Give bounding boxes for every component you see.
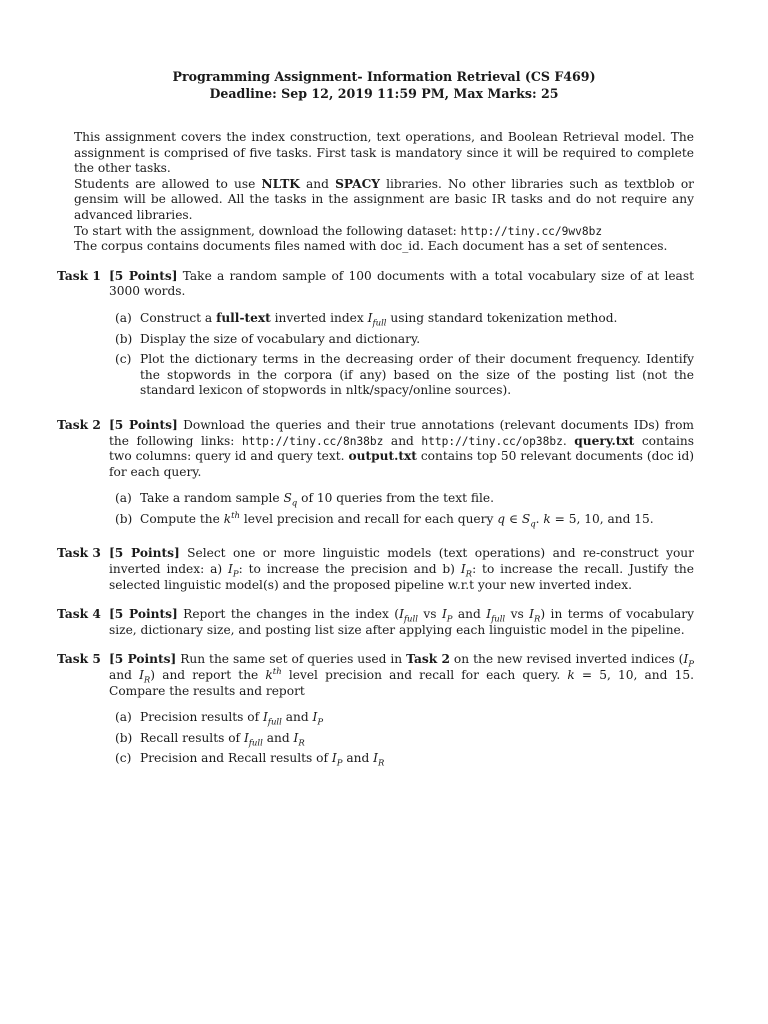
math-subscript: P <box>336 758 343 769</box>
math-superscript: th <box>272 666 282 677</box>
task-text: : to increase the precision and b) <box>238 562 461 577</box>
text: Precision results of <box>140 710 263 725</box>
subtask-marker: (b) <box>115 730 133 745</box>
text: . <box>535 511 544 526</box>
intro-section <box>74 130 694 255</box>
subtask-text <box>140 710 694 726</box>
task-description <box>109 652 694 699</box>
output-file-name: output.txt <box>348 449 417 464</box>
text: Compute the <box>140 511 224 526</box>
queries-link[interactable]: http://tiny.cc/8n38bz <box>241 434 384 448</box>
text: and <box>281 710 313 725</box>
header <box>74 68 694 102</box>
math-I-full <box>486 607 506 625</box>
math-I-R <box>373 751 385 769</box>
math-subscript: P <box>232 569 239 580</box>
math-symbol: k <box>223 511 232 526</box>
subtask-marker: (a) <box>115 491 132 506</box>
math-symbol: I <box>373 751 378 766</box>
math-subscript: full <box>248 738 263 749</box>
task-text: ) and report the <box>150 668 266 683</box>
task-text: Report the changes in the index ( <box>177 607 400 622</box>
task-description <box>109 607 694 638</box>
math-subscript: R <box>377 758 385 769</box>
math-k: k <box>543 511 551 526</box>
intro-paragraph-3 <box>74 224 694 240</box>
intro-text: Students are allowed to use <box>74 176 262 191</box>
math-I-full <box>262 710 282 728</box>
task-2-reference: Task 2 <box>406 652 450 667</box>
task-points: [5 Points] <box>109 607 178 622</box>
subtask-item <box>115 512 694 528</box>
math-S-q <box>283 491 298 509</box>
task-description <box>109 418 694 480</box>
annotations-link[interactable]: http://tiny.cc/op38bz <box>421 434 563 448</box>
math-symbol: I <box>399 607 404 622</box>
math-symbol: q <box>497 511 506 526</box>
task-points: [5 Points] <box>109 652 177 667</box>
task-5 <box>57 652 694 772</box>
math-k-th <box>265 668 281 682</box>
math-subscript: R <box>298 738 305 749</box>
math-subscript: full <box>491 614 506 625</box>
full-text-term: full-text <box>216 310 271 325</box>
task-text: and <box>383 433 422 448</box>
math-k: k <box>567 668 575 683</box>
math-symbol: I <box>139 668 144 683</box>
math-symbol: I <box>312 710 318 725</box>
task-text: Download the queries and their true annotations (relevant documents IDs) from the following links: <box>109 417 694 448</box>
subtask-list <box>109 491 694 530</box>
task-text: : to increase the recall. Justify the selected linguistic model(s) and the proposed pipeline w.r.t your new inverted index. <box>109 562 694 592</box>
subtask-text <box>140 751 694 767</box>
task-text: and <box>452 607 487 622</box>
math-symbol: I <box>228 562 233 577</box>
intro-paragraph-1: This assignment covers the index construction, text operations, and Boolean Retrieval model. The assignment is comprised of five tasks. First task is mandatory since it will be required to complete the other tasks. <box>74 130 694 176</box>
text: inverted index <box>270 310 368 325</box>
intro-text: To start with the assignment, download the following dataset: <box>74 223 461 238</box>
nltk-label: NLTK <box>261 176 300 191</box>
task-label: Task 4 <box>57 607 101 622</box>
task-body <box>109 607 694 638</box>
subtask-marker: (c) <box>115 352 132 367</box>
subtask-list <box>109 311 694 399</box>
math-I-R <box>139 668 151 686</box>
math-symbol: I <box>460 562 466 577</box>
math-symbol: I <box>262 710 268 725</box>
math-I-full <box>243 730 263 749</box>
math-symbol: I <box>683 652 689 667</box>
task-body <box>109 546 694 593</box>
task-label: Task 1 <box>57 268 101 283</box>
task-text: . <box>562 433 575 448</box>
math-subscript: full <box>372 318 387 329</box>
math-symbol: k <box>265 668 273 683</box>
task-body <box>109 652 694 772</box>
math-I-P <box>331 751 343 769</box>
text: level precision and recall for each query <box>239 511 498 526</box>
intro-text: libraries. No other libraries such as textblob or gensim will be allowed. All the tasks in the assignment are basic IR tasks and do not require any advanced libraries. <box>74 176 695 222</box>
task-text: and <box>109 668 140 683</box>
subtask-marker: (b) <box>115 331 133 346</box>
math-symbol: S <box>521 511 531 526</box>
subtask-item <box>115 491 694 507</box>
subtask-item <box>115 332 694 348</box>
subtask-list <box>109 710 694 767</box>
subtask-text <box>140 311 694 327</box>
subtask-item <box>115 352 694 399</box>
text: and <box>262 730 294 745</box>
text: Precision and Recall results of <box>140 751 332 766</box>
subtask-marker: (a) <box>115 310 132 325</box>
task-text: level precision and recall for each query. <box>281 668 568 683</box>
math-I-full <box>367 310 387 329</box>
math-subscript: P <box>688 659 694 670</box>
math-symbol: I <box>529 607 534 622</box>
math-symbol: S <box>283 491 292 506</box>
task-points: [5 Points] <box>109 268 178 283</box>
task-text: Select one or more linguistic models (text operations) and re-construct your inverted index: a) <box>109 546 694 577</box>
task-text: on the new revised inverted indices ( <box>449 652 684 667</box>
task-text: vs <box>505 607 530 622</box>
subtask-text <box>140 491 694 507</box>
text: and <box>342 751 374 766</box>
math-I-R <box>293 730 305 749</box>
math-symbol: I <box>293 730 299 745</box>
subtask-text: Plot the dictionary terms in the decreasing order of their document frequency. Identify the stopwords in the corpora (if any) based on the size of the posting list (not the standard lexicon of stopwords in nltk/spacy/online sources). <box>140 352 694 398</box>
intro-paragraph-2 <box>74 177 694 224</box>
math-subscript: full <box>267 717 282 728</box>
subtask-marker: (c) <box>115 751 132 766</box>
math-I-R <box>529 607 541 625</box>
math-I-full <box>399 607 418 625</box>
subtask-item <box>115 731 694 747</box>
subtask-marker: (a) <box>115 710 132 725</box>
subtask-item <box>115 311 694 327</box>
math-k-th <box>224 512 240 526</box>
math-subscript: R <box>465 569 473 580</box>
task-description <box>109 546 694 593</box>
task-1 <box>57 269 694 404</box>
subtask-item <box>115 710 694 726</box>
text: = 5, 10, and 15. <box>550 511 654 526</box>
math-subscript: q <box>530 519 536 530</box>
math-subscript: R <box>533 614 541 625</box>
assignment-title: Programming Assignment- Information Retrieval (CS F469) <box>172 69 596 84</box>
task-3 <box>57 546 694 593</box>
text: using standard tokenization method. <box>386 310 618 325</box>
math-symbol: I <box>441 607 447 622</box>
subtask-marker: (b) <box>115 511 133 526</box>
query-file-name: query.txt <box>574 433 635 448</box>
task-points: [5 Points] <box>109 546 180 561</box>
task-text: Run the same set of queries used in <box>176 652 407 667</box>
task-text: contains two columns: query id and query text. <box>109 433 694 464</box>
task-text: Take a random sample of 100 documents with a total vocabulary size of at least 3000 words. <box>109 268 694 299</box>
task-2 <box>57 418 694 533</box>
task-text: contains top 50 relevant documents (doc id) for each query. <box>109 449 694 479</box>
math-I-P <box>312 710 324 728</box>
subtask-text <box>140 731 694 747</box>
intro-text: and <box>299 176 336 191</box>
math-subscript: q <box>291 498 298 509</box>
dataset-link[interactable]: http://tiny.cc/9wv8bz <box>460 224 603 238</box>
math-symbol: I <box>486 607 492 622</box>
math-symbol: I <box>367 310 373 325</box>
math-symbol: ∈ <box>505 511 522 526</box>
subtask-item <box>115 751 694 767</box>
text: of 10 queries from the text file. <box>297 491 494 506</box>
math-superscript: th <box>231 510 240 521</box>
task-points: [5 Points] <box>109 417 178 432</box>
math-subscript: R <box>143 675 151 686</box>
math-subscript: P <box>317 717 324 728</box>
math-symbol: I <box>243 730 249 745</box>
subtask-text <box>140 512 694 528</box>
math-subscript: full <box>403 614 418 625</box>
math-I-P <box>441 607 453 625</box>
task-label: Task 5 <box>57 652 101 667</box>
task-body <box>109 269 694 404</box>
math-I-R <box>460 562 473 580</box>
subtask-text: Display the size of vocabulary and dictionary. <box>140 331 421 346</box>
task-description <box>109 269 694 300</box>
math-I-P <box>683 652 694 670</box>
task-4 <box>57 607 694 638</box>
task-label: Task 2 <box>57 417 101 432</box>
task-label: Task 3 <box>57 546 101 561</box>
math-q-in-Sq <box>497 511 536 530</box>
spacy-label: SPACY <box>335 176 380 191</box>
task-text: vs <box>417 607 442 622</box>
text: Construct a <box>140 310 217 325</box>
deadline-line: Deadline: Sep 12, 2019 11:59 PM, Max Marks: 25 <box>209 86 559 101</box>
math-symbol: I <box>331 751 337 766</box>
task-body <box>109 418 694 533</box>
text: Recall results of <box>140 730 244 745</box>
intro-paragraph-4: The corpus contains documents files named with doc_id. Each document has a set of sentences. <box>74 239 668 254</box>
task-text: = 5, 10, and 15. Compare the results and report <box>109 668 694 698</box>
math-subscript: P <box>446 614 453 625</box>
math-I-P <box>228 562 239 580</box>
text: Take a random sample <box>140 491 284 506</box>
task-text: ) in terms of vocabulary size, dictionary size, and posting list size after applying each linguistic model in the pipeline. <box>109 607 694 637</box>
